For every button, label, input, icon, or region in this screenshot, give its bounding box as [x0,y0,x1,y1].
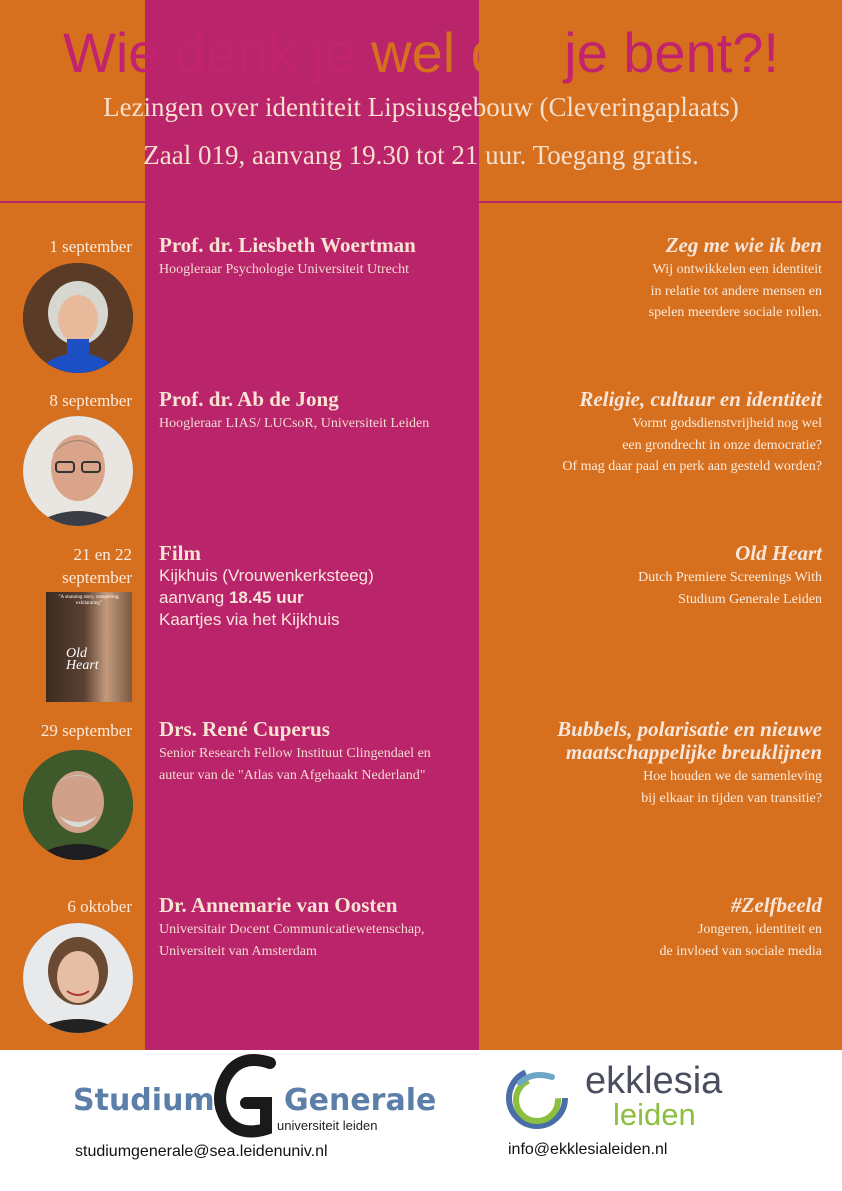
speaker-affiliation [159,919,474,963]
description-line: Of mag daar paal en perk aan gesteld worden? [562,459,822,474]
speaker-photo-de-jong [23,416,133,526]
subtitle-time: Zaal 019, aanvang 19.30 tot 21 uur. Toegang gratis. [143,140,699,170]
sg-email-link[interactable]: studiumgenerale@sea.leidenuniv.nl [75,1143,328,1160]
topic-block [422,718,822,809]
description-line: Dutch Premiere Screenings With [638,570,822,585]
header-divider [0,201,842,203]
topic-block [482,894,822,962]
topic-block [482,234,822,324]
speaker-block [159,387,474,435]
affiliation-line: Universiteit van Amsterdam [159,944,317,959]
topic-title-line: maatschappelijke breuklijnen [565,740,822,764]
topic-description [482,413,822,478]
description-line: een grondrecht in onze democratie? [622,437,822,453]
title-part-right: je bent?! [564,21,779,84]
film-time [159,587,474,609]
topic-title: Old Heart [735,541,822,565]
speaker-name: Prof. dr. Ab de Jong [159,387,339,411]
speaker-affiliation: Hoogleraar LIAS/ LUCsoR, Universiteit Leiden [159,416,430,431]
speaker-affiliation: Hoogleraar Psychologie Universiteit Utrecht [159,262,409,277]
topic-description [422,766,822,809]
poster-title [66,648,99,672]
topic-description [482,259,822,324]
description-line: Jongeren, identiteit en [697,922,822,937]
description-line: in relatie tot andere mensen en [650,283,822,299]
event-date: 1 september [49,237,132,256]
time-value: 18.45 uur [228,588,304,607]
topic-block [482,388,822,478]
film-location: Kijkhuis (Vrouwenkerksteeg) [159,566,374,585]
topic-block [482,542,822,610]
topic-title: Religie, cultuur en identiteit [579,387,822,411]
speaker-photo-van-oosten [23,923,133,1033]
date-line: 21 en 22 [73,545,132,564]
speaker-block [159,893,474,963]
poster-title-line: Old [66,646,87,661]
date-line: september [62,568,132,587]
film-poster-image [46,592,132,702]
speaker-name: Dr. Annemarie van Oosten [159,893,398,917]
description-line: Hoe houden we de samenleving [643,769,822,784]
description-line: de invloed van sociale media [659,943,822,959]
film-tickets: Kaartjes via het Kijkhuis [159,610,340,629]
speaker-photo-cuperus [23,750,133,860]
description-line: bij elkaar in tijden van transitie? [641,790,822,806]
description-line: spelen meerdere sociale rollen. [648,305,822,320]
poster-title [0,20,842,86]
topic-title [422,718,822,764]
film-block [159,541,474,631]
ekklesia-logo-icon [502,1063,572,1133]
speaker-block [159,233,474,281]
sg-logo-word-left: Studium [73,1083,215,1118]
event-date: 29 september [40,721,132,740]
title-part-left: Wie denk je [63,21,372,84]
poster-title-line: Heart [66,658,99,673]
subtitle-venue: Lezingen over identiteit Lipsiusgebouw (Cleveringaplaats) [103,92,739,122]
ekklesia-email-link[interactable]: info@ekklesialeiden.nl [508,1141,668,1158]
topic-description [482,567,822,610]
description-line: Studium Generale Leiden [678,591,822,607]
sg-logo-g-icon [210,1053,282,1139]
ekklesia-logo-word: ekklesia [585,1060,723,1102]
speaker-photo-woertman [23,263,133,373]
time-label: aanvang [159,588,229,607]
affiliation-line: Universitair Docent Communicatiewetenschap, [159,922,425,937]
topic-title: #Zelfbeeld [731,893,822,917]
ekklesia-logo-city: leiden [613,1097,696,1132]
event-date [62,543,132,589]
topic-description [482,919,822,962]
affiliation-line: auteur van de "Atlas van Afgehaakt Nederland" [159,768,426,783]
topic-title-line: Bubbels, polarisatie en nieuwe [557,717,822,741]
event-date: 8 september [49,391,132,410]
description-line: Wij ontwikkelen een identiteit [652,262,822,277]
sg-logo-subtitle: universiteit leiden [277,1118,378,1133]
film-label: Film [159,541,201,565]
speaker-name: Prof. dr. Liesbeth Woertman [159,233,416,257]
speaker-name: Drs. René Cuperus [159,717,330,741]
topic-title: Zeg me wie ik ben [665,233,822,257]
description-line: Vormt godsdienstvrijheid nog wel [632,416,822,431]
title-part-mid: wel dat [371,21,565,84]
poster-quote: "A stunning story, compelling, exhilarating" [58,595,120,606]
affiliation-line: Senior Research Fellow Instituut Clingendael en [159,746,431,761]
sg-logo-word-right: Generale [284,1083,437,1118]
event-date: 6 oktober [67,897,132,916]
